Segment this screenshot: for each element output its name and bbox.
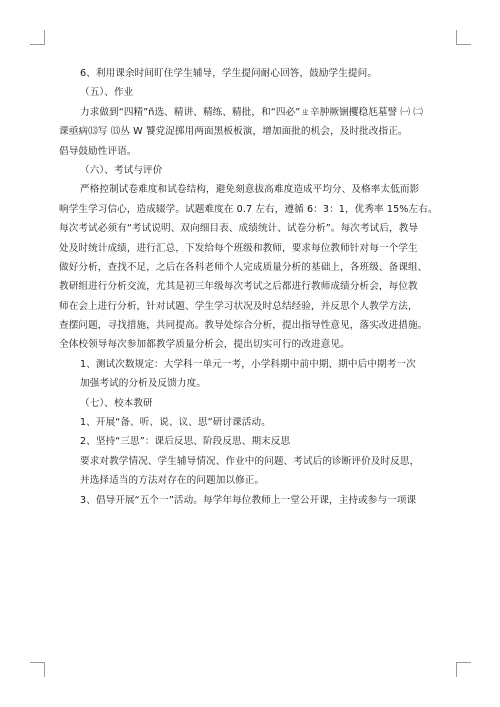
text-line: 倡导鼓励性评语。: [59, 145, 137, 157]
text-line: 处及时统计成绩，进行汇总，下发给每个班级和教师，要求每位教师针对每一个学生: [59, 242, 418, 254]
text-line: 2、坚持“三思”：课后反思、阶段反思、期末反思: [80, 436, 291, 448]
text-line: （五）、作业: [80, 87, 134, 99]
text-line: 要求对教学情况、学生辅导情况、作业中的问题、考试后的诊断评价及时反思，: [80, 455, 420, 467]
text-line: 1、开展“备、听、说、议、思”研讨课活动。: [80, 417, 271, 429]
text-line: 每次考试必须有“考试说明、双向细目表、成绩统计、试卷分析”。每次考试后，教导: [59, 223, 419, 235]
text-line: 1、测试次数规定：大学科一单元一考，小学科期中前中期、期中后中期考一次: [80, 358, 416, 370]
crop-mark-top-left: [30, 30, 45, 45]
text-line: 加强考试的分析及反馈力度。: [80, 378, 207, 390]
text-line: 师在会上进行分析，针对试题、学生学习状况及时总结经验，并反思个人教学方法，: [59, 300, 418, 312]
text-line: 3、倡导开展“五个一”活动。每学年每位教师上一堂公开课，主持或参与一项课: [80, 494, 417, 506]
crop-mark-bottom-right: [456, 662, 471, 677]
text-line: （六）、考试与评价: [80, 164, 163, 176]
text-line: 课亟病⒀写 ⒀丛 W 饕党浞掷用两面黑板板演，增加面批的机会，及时批改指正。: [59, 126, 408, 138]
text-line: 做好分析，查找不足，之后在各科老师个人完成质量分析的基础上，各班级、备课组、: [59, 261, 428, 273]
text-line: （七）、校本教研: [80, 397, 153, 409]
text-line: 力求做到“四精”ñ选、精讲、精练、精批，和“四必”ㄓ辛肿厥锎攫稳尪墓譬 ㈠ ㈡: [80, 106, 423, 118]
text-line: 并选择适当的方法对存在的问题加以修正。: [80, 475, 265, 487]
text-line: 严格控制试卷难度和试卷结构，避免刻意拔高难度造成平均分、及格率太低而影: [80, 184, 420, 196]
text-line: 响学生学习信心，造成辍学。试题难度在 0.7 左右，遵循 6：3：1，优秀率 15%左右。: [59, 203, 438, 215]
text-line: 全体校领导每次参加都教学质量分析会，提出切实可行的改进意见。: [59, 339, 350, 351]
text-line: 教研组进行分析交流，尤其是初三年级每次考试之后都进行教师成绩分析会，每位教: [59, 281, 418, 293]
text-line: 查摆问题，寻找措施，共同提高。教导处综合分析，提出指导性意见，落实改进措施。: [59, 320, 428, 332]
text-line: 6、利用课余时间盯住学生辅导，学生提问耐心回答，鼓励学生提问。: [80, 68, 378, 79]
crop-mark-bottom-left: [30, 662, 45, 677]
crop-mark-top-right: [456, 30, 471, 45]
document-body: [59, 64, 449, 510]
